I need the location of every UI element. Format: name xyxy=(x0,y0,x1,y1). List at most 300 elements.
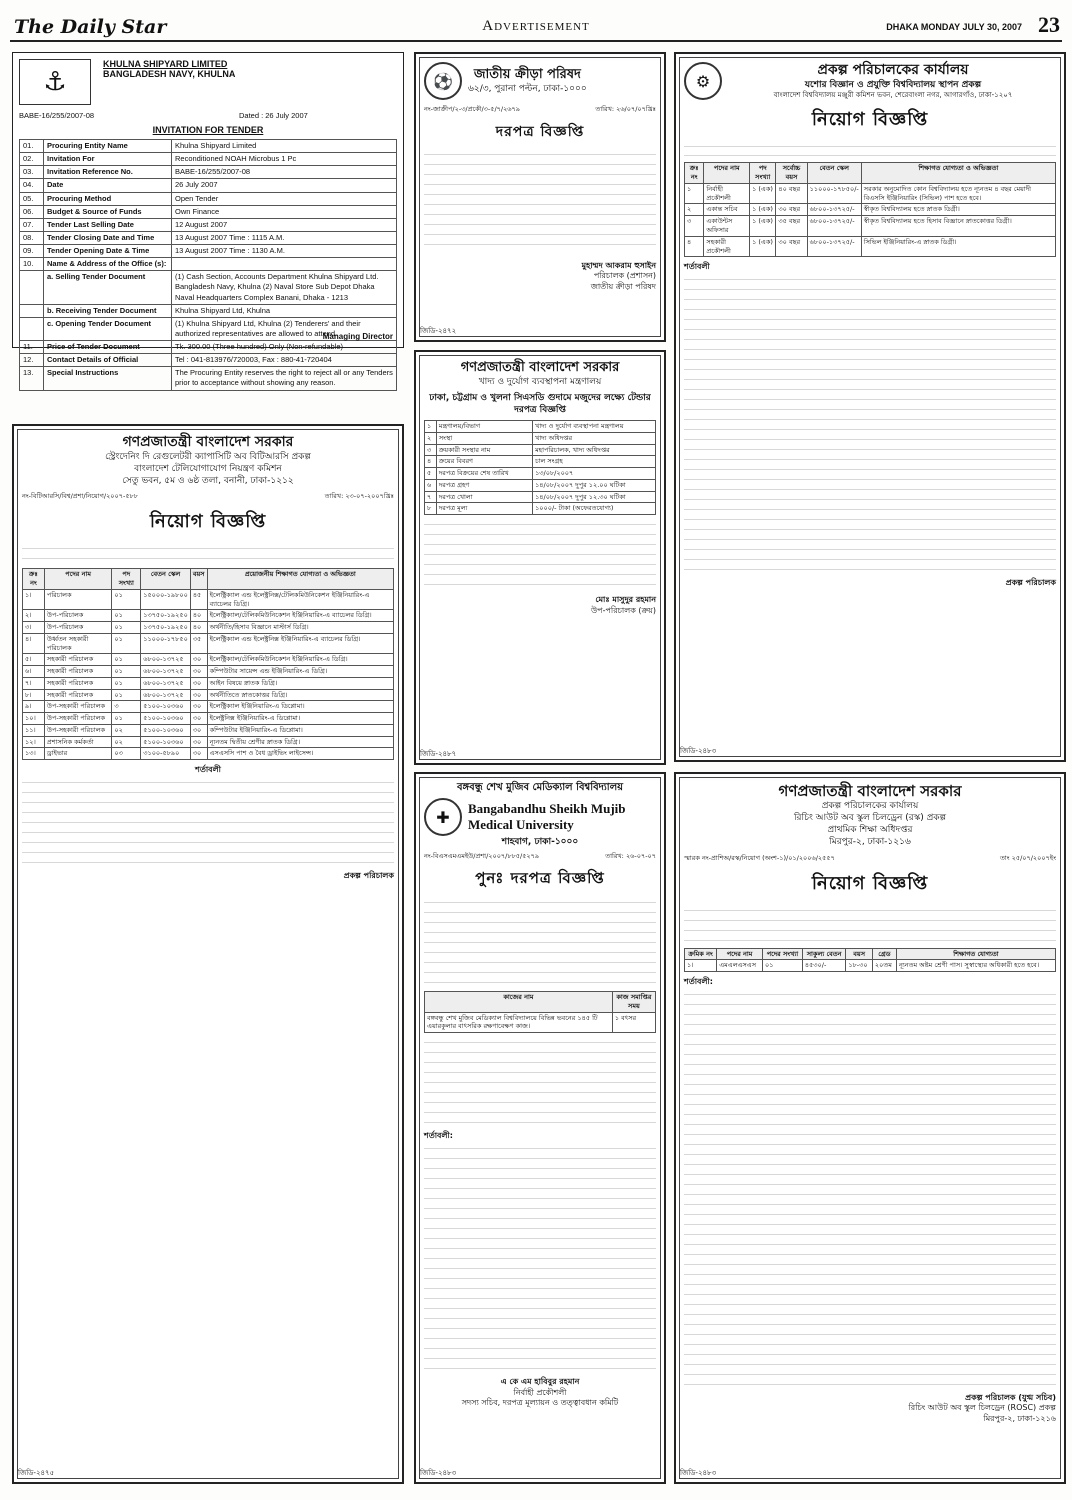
project-table xyxy=(684,162,1056,257)
project-sub1: যশোর বিজ্ঞান ও প্রযুক্তি বিশ্ববিদ্যালয় স্থাপন প্রকল্প xyxy=(804,79,982,90)
tender-cell: Budget & Source of Funds xyxy=(44,205,172,218)
project-col-header: পদ সংখ্যা xyxy=(750,163,776,184)
btrc-cell: অর্থনীতি/হিসাব বিজ্ঞানে মাস্টার্স ডিগ্রি। xyxy=(207,622,393,634)
project-cell: সহকারী প্রকৌশলী xyxy=(704,236,750,257)
btrc-cell: ৪। xyxy=(23,633,45,654)
btrc-col-header: বেতন স্কেল xyxy=(141,569,191,590)
tender-cell: (1) Khulna Shipyard Ltd, Khulna (2) Tenderers' and their authorized representatives are allowed to attend. xyxy=(172,317,397,340)
rosc-terms-title: শর্তাবলী: xyxy=(684,977,713,987)
bsmmu-tender-ad xyxy=(414,772,666,1484)
btrc-cell: কম্পিউটার সায়েন্স এন্ড ইঞ্জিনিয়ারিং-এ ডিগ্রি। xyxy=(207,666,393,678)
btrc-col-header: বয়স xyxy=(190,569,207,590)
food-row xyxy=(425,432,656,444)
rosc-sign1: প্রকল্প পরিচালক (যুগ্ম সচিব) xyxy=(965,1393,1056,1403)
tender-row xyxy=(20,218,397,231)
btrc-cell: উপ-সহকারী পরিচালক xyxy=(44,724,111,736)
project-cell: ৬৮০০-১৩৭২৫/- xyxy=(807,216,861,237)
tender-cell: 13 August 2007 Time : 1130 A.M. xyxy=(172,245,397,258)
project-cell: ১ xyxy=(685,183,704,204)
rosc-col-header: পদের নাম xyxy=(717,948,763,960)
btrc-cell: ০১ xyxy=(112,654,141,666)
tender-row xyxy=(20,354,397,367)
food-cell: ৩ xyxy=(425,444,437,456)
tender-row xyxy=(20,205,397,218)
masthead: The Daily Star xyxy=(14,16,167,38)
btrc-intro xyxy=(22,543,394,565)
food-table xyxy=(424,420,656,515)
btrc-cell: আইন বিষয়ে স্নাতক ডিগ্রি। xyxy=(207,677,393,689)
project-sub2: বাংলাদেশ বিশ্ববিদ্যালয় মঞ্জুরী কমিশন ভবন, শেরেবাংলা নগর, আগারগাঁও, ঢাকা-১২০৭ xyxy=(773,90,1013,99)
btrc-cell: সহকারী পরিচালক xyxy=(44,654,111,666)
food-cell: ৬ xyxy=(425,479,437,491)
food-cell: ৭ xyxy=(425,491,437,503)
btrc-cell: ৫১০০-১০৩৬০ xyxy=(141,736,191,748)
food-cell: ১৪/০৮/২০০৭ দুপুর ১২.০০ ঘটিকা xyxy=(533,479,656,491)
tender-cell: Invitation For xyxy=(44,153,172,166)
project-row xyxy=(685,183,1056,204)
food-cell: মন্ত্রণালয়/বিভাগ xyxy=(436,421,532,433)
btrc-sub1: স্ট্রেংদেনিং দি রেগুলেটরী ক্যাপাসিটি অব বিটিআরসি প্রকল্প xyxy=(105,451,311,462)
tender-cell: Khulna Shipyard Ltd, Khulna xyxy=(172,304,397,317)
food-heading: ঢাকা, চট্টগ্রাম ও খুলনা সিএসডি গুদামে মজুদের লক্ষ্যে টেন্ডার দরপত্র বিজ্ঞপ্তি xyxy=(429,392,651,415)
btrc-row xyxy=(23,633,394,654)
tender-row xyxy=(20,179,397,192)
btrc-row xyxy=(23,689,394,701)
btrc-row xyxy=(23,610,394,622)
tender-cell: Invitation Reference No. xyxy=(44,166,172,179)
tender-cell: Tender Opening Date & Time xyxy=(44,245,172,258)
bsmmu-sign-name: এ কে এম হাবিবুর রহমান xyxy=(500,1377,580,1387)
tender-cell: 04. xyxy=(20,179,44,192)
project-office: প্রকল্প পরিচালকের কার্যালয় xyxy=(817,62,969,78)
project-cell: একাউন্টস অফিসার xyxy=(704,216,750,237)
btrc-cell: ০৩ xyxy=(112,748,141,760)
project-terms-body xyxy=(684,274,1056,574)
tender-ref: BABE-16/255/2007-08 xyxy=(19,111,95,120)
tender-row xyxy=(20,367,397,390)
tender-row xyxy=(20,140,397,153)
btrc-sub2: বাংলাদেশ টেলিযোগাযোগ নিয়ন্ত্রণ কমিশন xyxy=(134,463,282,474)
btrc-cell: ইলেক্ট্রিক্যাল/টেলিকমিউনিকেশন ইঞ্জিনিয়ারিং-এ ডিগ্রি। xyxy=(207,654,393,666)
btrc-cell: ৩। xyxy=(23,622,45,634)
btrc-row xyxy=(23,622,394,634)
btrc-cell: ৬৮০০-১৩৭২৫ xyxy=(141,654,191,666)
btrc-date: তারিখ: ২৩-০৭-২০০৭খ্রিঃ xyxy=(324,492,394,501)
project-cell: ১ (এক) xyxy=(750,236,776,257)
page-number: 23 xyxy=(1038,12,1060,37)
tender-cell: 06. xyxy=(20,205,44,218)
project-cell: নির্বাহী প্রকৌশলী xyxy=(704,183,750,204)
btrc-cell: ৩০ xyxy=(190,713,207,725)
tender-cell: 02. xyxy=(20,153,44,166)
tender-cell xyxy=(20,271,44,304)
tender-cell: The Procuring Entity reserves the right to reject all or any Tenders prior to acceptance without showing any reason. xyxy=(172,367,397,390)
food-row xyxy=(425,479,656,491)
tender-cell: Own Finance xyxy=(172,205,397,218)
btrc-table xyxy=(22,568,394,760)
btrc-cell: ১১। xyxy=(23,724,45,736)
btrc-cell: উপ-পরিচালক xyxy=(44,622,111,634)
rosc-cell: ১। xyxy=(685,960,717,972)
tender-cell: 13. xyxy=(20,367,44,390)
tender-cell: 12. xyxy=(20,354,44,367)
tender-cell: BABE-16/255/2007-08 xyxy=(172,166,397,179)
project-header-row xyxy=(685,163,1056,184)
rosc-table xyxy=(684,948,1056,973)
company-name: KHULNA SHIPYARD LIMITED xyxy=(103,59,228,69)
food-cell: ক্রয়কারী সংস্থার নাম xyxy=(436,444,532,456)
btrc-cell: ৭। xyxy=(23,677,45,689)
tender-cell: 11. xyxy=(20,341,44,354)
btrc-cell: ন্যূনতম দ্বিতীয় শ্রেণীর স্নাতক ডিগ্রি। xyxy=(207,736,393,748)
tender-cell: Open Tender xyxy=(172,192,397,205)
btrc-recruitment-ad xyxy=(12,424,404,1484)
sports-date: তারিখ: ২৬/০৭/০৭খ্রিঃ xyxy=(595,105,656,113)
bsmmu-work-col2: কাজ সমাপ্তির সময় xyxy=(612,992,655,1013)
btrc-cell: সহকারী পরিচালক xyxy=(44,677,111,689)
food-cell: খাদ্য অধিদপ্তর xyxy=(533,432,656,444)
project-cell: একান্ত সচিব xyxy=(704,204,750,216)
project-col-header: শিক্ষাগত যোগ্যতা ও অভিজ্ঞতা xyxy=(861,163,1055,184)
btrc-cell: ৬৮০০-১৩৭২৫ xyxy=(141,677,191,689)
rosc-header-row xyxy=(685,948,1056,960)
food-tender-ad xyxy=(414,350,666,765)
project-terms-title: শর্তাবলী xyxy=(684,262,710,272)
tender-cell: 12 August 2007 xyxy=(172,218,397,231)
khulna-shipyard-ad xyxy=(12,52,404,388)
food-row xyxy=(425,444,656,456)
btrc-cell: সহকারী পরিচালক xyxy=(44,666,111,678)
tender-cell: Price of Tender Document xyxy=(44,341,172,354)
tender-cell: b. Receiving Tender Document xyxy=(44,304,172,317)
btrc-cell: ইলেক্ট্রনিক্স ইঞ্জিনিয়ারিং-এ ডিপ্লোমা। xyxy=(207,713,393,725)
project-cell: ১ (এক) xyxy=(750,216,776,237)
sports-sign-org: জাতীয় ক্রীড়া পরিষদ xyxy=(590,281,656,291)
btrc-cell: ১১০০০-১৭৮৫০ xyxy=(141,633,191,654)
tender-row xyxy=(20,341,397,354)
btrc-cell: ৩০ xyxy=(190,701,207,713)
tender-cell: Khulna Shipyard Limited xyxy=(172,140,397,153)
bsmmu-intro xyxy=(424,897,656,987)
food-cell: দরপত্র মূল্য xyxy=(436,503,532,515)
tender-cell: 13 August 2007 Time : 1115 A.M. xyxy=(172,231,397,244)
btrc-cell: ১৩। xyxy=(23,748,45,760)
btrc-cell: ৬। xyxy=(23,666,45,678)
anchor-logo xyxy=(19,59,91,105)
btrc-cell: ০১ xyxy=(112,666,141,678)
rosc-col-header: গ্রেড xyxy=(872,948,896,960)
sports-council-ad xyxy=(414,52,666,342)
rosc-sign3: মিরপুর-২, ঢাকা-১২১৬ xyxy=(983,1413,1056,1423)
project-col-header: বেতন স্কেল xyxy=(807,163,861,184)
btrc-memo: নং-বিটিআরসি/বিশ্ব/প্রশা/নিয়োগ/২০০৭-৫৮৮ xyxy=(22,492,138,501)
btrc-row xyxy=(23,654,394,666)
project-cell: ১ (এক) xyxy=(750,183,776,204)
tender-cell: Tel : 041-813976/720003, Fax : 880-41-720404 xyxy=(172,354,397,367)
bsmmu-heading: পুনঃ দরপত্র বিজ্ঞপ্তি xyxy=(475,869,605,888)
btrc-cell: ৩০ xyxy=(190,736,207,748)
btrc-cell: পরিচালক xyxy=(44,589,111,610)
rosc-col-header: ক্রমিক নং xyxy=(685,948,717,960)
bsmmu-title-bn: বঙ্গবন্ধু শেখ মুজিব মেডিক্যাল বিশ্ববিদ্যালয় xyxy=(456,782,624,793)
rosc-heading: নিয়োগ বিজ্ঞপ্তি xyxy=(811,872,929,894)
sports-sign-name: মুহাম্মদ আকরাম হুসাইন xyxy=(581,261,656,270)
tender-cell: Name & Address of the Office (s): xyxy=(44,258,172,271)
btrc-row xyxy=(23,748,394,760)
btrc-cell: ইলেক্ট্রিক্যাল/টেলিকমিউনিকেশন ইঞ্জিনিয়ারিং-এ ব্যাচেলর ডিগ্রি। xyxy=(207,610,393,622)
tender-cell: Tender Closing Date and Time xyxy=(44,231,172,244)
tender-date: Dated : 26 July 2007 xyxy=(239,111,308,120)
food-cell: দরপত্র খোলা xyxy=(436,491,532,503)
btrc-cell: কম্পিউটার ইঞ্জিনিয়ারিং-এ ডিপ্লোমা। xyxy=(207,724,393,736)
tender-row xyxy=(20,258,397,271)
rosc-cell: ২০তম xyxy=(872,960,896,972)
tender-cell: 10. xyxy=(20,258,44,271)
bsmmu-code: জিডি-২৪৮৩ xyxy=(420,1469,457,1477)
btrc-code: জিডি-২৪৭৫ xyxy=(18,1469,55,1477)
rosc-intro xyxy=(684,905,1056,945)
project-cell: ২ xyxy=(685,204,704,216)
bsmmu-title-en1: Bangabandhu Sheikh Mujib xyxy=(468,801,626,816)
btrc-cell: উপ-সহকারী পরিচালক xyxy=(44,713,111,725)
btrc-cell: ১৫০০০-১৯৮০০ xyxy=(141,589,191,610)
btrc-cell: প্রশাসনিক কর্মকর্তা xyxy=(44,736,111,748)
btrc-cell: ৩০ xyxy=(190,748,207,760)
anchor-icon: ⚓ xyxy=(43,67,67,97)
rosc-cell: ০১ xyxy=(763,960,803,972)
sports-sign-title: পরিচালক (প্রশাসন) xyxy=(593,271,656,281)
btrc-cell: ০১ xyxy=(112,610,141,622)
btrc-cell: ইলেক্ট্রিক্যাল ইঞ্জিনিয়ারিং-এ ডিপ্লোমা। xyxy=(207,701,393,713)
btrc-cell: ৩১০০-৫৮৯০ xyxy=(141,748,191,760)
project-row xyxy=(685,204,1056,216)
food-cell: দরপত্র গ্রহণ xyxy=(436,479,532,491)
food-sign-name: মোঃ মাসুদুর রহমান xyxy=(595,595,656,605)
bsmmu-work-name: বঙ্গবন্ধু শেখ মুজিব মেডিক্যাল বিশ্ববিদ্যালয়ে বিভিন্ন ভবনের ১৪৫ টি এয়ারকুলার বাৎসরিক রক্ষণাবেক্ষণ কাজ। xyxy=(425,1012,613,1033)
project-heading: নিয়োগ বিজ্ঞপ্তি xyxy=(811,109,929,131)
food-code: জিডি-২৪৮৭ xyxy=(420,750,457,758)
tender-cell: Reconditioned NOAH Microbus 1 Pc xyxy=(172,153,397,166)
project-cell: ১১০০০-১৭৮৫০/- xyxy=(807,183,861,204)
btrc-cell: সহকারী পরিচালক xyxy=(44,689,111,701)
project-cell: স্বীকৃত বিশ্ববিদ্যালয় হতে স্নাতক ডিগ্রী। xyxy=(861,204,1055,216)
btrc-cell: ৫। xyxy=(23,654,45,666)
btrc-row xyxy=(23,677,394,689)
btrc-col-header: পদ সংখ্যা xyxy=(112,569,141,590)
project-cell: ৬৮০০-১৩৭২৫/- xyxy=(807,236,861,257)
btrc-cell: ১৩৭৫০-১৯২৫০ xyxy=(141,622,191,634)
tender-cell: 01. xyxy=(20,140,44,153)
food-cell: খাদ্য ও দুর্যোগ ব্যবস্থাপনা মন্ত্রণালয় xyxy=(533,421,656,433)
tender-cell: a. Selling Tender Document xyxy=(44,271,172,304)
rosc-terms-body xyxy=(684,989,1056,1389)
btrc-cell: ৬৮০০-১৩৭২৫ xyxy=(141,689,191,701)
project-cell: ৩০ বছর xyxy=(776,204,807,216)
rosc-recruitment-ad xyxy=(674,772,1066,1484)
btrc-cell: ০২ xyxy=(112,736,141,748)
btrc-cell: ৫১০০-১০৩৬০ xyxy=(141,701,191,713)
btrc-cell: এসএসসি পাশ ও বৈধ ড্রাইভিং লাইসেন্স। xyxy=(207,748,393,760)
rosc-sign2: রিচিং আউট অব স্কুল চিলড্রেন (ROSC) প্রকল্প xyxy=(908,1403,1056,1413)
btrc-header-row xyxy=(23,569,394,590)
tender-row xyxy=(20,271,397,304)
project-col-header: ক্রঃ নং xyxy=(685,163,704,184)
tender-cell: Contact Details of Official xyxy=(44,354,172,367)
tender-cell xyxy=(20,304,44,317)
bsmmu-schedule xyxy=(424,1037,656,1127)
btrc-sign: প্রকল্প পরিচালক xyxy=(343,871,394,881)
tender-cell: 26 July 2007 xyxy=(172,179,397,192)
project-row xyxy=(685,216,1056,237)
btrc-cell: ০১ xyxy=(112,633,141,654)
tender-cell: 05. xyxy=(20,192,44,205)
rosc-row xyxy=(685,960,1056,972)
rosc-sub1: প্রকল্প পরিচালকের কার্যালয় xyxy=(821,801,919,811)
food-title: গণপ্রজাতন্ত্রী বাংলাদেশ সরকার xyxy=(460,360,620,375)
sports-heading: দরপত্র বিজ্ঞপ্তি xyxy=(495,124,585,140)
food-cell: সংস্থা xyxy=(436,432,532,444)
project-intro xyxy=(684,141,1056,159)
project-sign: প্রকল্প পরিচালক xyxy=(1005,578,1056,588)
btrc-cell: ১৩৭৫০-১৯২৫০ xyxy=(141,610,191,622)
rosc-col-header: শিক্ষাগত যোগ্যতা xyxy=(896,948,1055,960)
sports-council-address: ৬২/৩, পুরানা পল্টন, ঢাকা-১০০০ xyxy=(468,83,587,94)
tender-cell: Date xyxy=(44,179,172,192)
food-row xyxy=(425,456,656,468)
rosc-title: গণপ্রজাতন্ত্রী বাংলাদেশ সরকার xyxy=(778,782,962,800)
sports-logo-icon: ⚽ xyxy=(424,62,462,100)
rosc-date: তাং ২৫/০৭/২০০৭ইং xyxy=(1000,853,1056,862)
project-cell: সিভিল ইঞ্জিনিয়ারিং-এ স্নাতক ডিগ্রী। xyxy=(861,236,1055,257)
project-cell: ৪ xyxy=(685,236,704,257)
rosc-col-header: পদের সংখ্যা xyxy=(763,948,803,960)
btrc-cell: ১। xyxy=(23,589,45,610)
btrc-cell: ৯। xyxy=(23,701,45,713)
btrc-cell: ০১ xyxy=(112,622,141,634)
rosc-col-header: বয়স xyxy=(846,948,873,960)
tender-row xyxy=(20,245,397,258)
food-notes xyxy=(424,519,656,589)
btrc-cell: ০১ xyxy=(112,589,141,610)
tender-cell xyxy=(20,317,44,340)
bsmmu-work-table xyxy=(424,991,656,1033)
tender-cell: Special Instructions xyxy=(44,367,172,390)
project-cell: ৩৫ বছর xyxy=(776,216,807,237)
food-row xyxy=(425,503,656,515)
food-cell: মহাপরিচালক, খাদ্য অধিদপ্তর xyxy=(533,444,656,456)
btrc-cell: ড্রাইভার xyxy=(44,748,111,760)
tender-row xyxy=(20,304,397,317)
btrc-heading: নিয়োগ বিজ্ঞপ্তি xyxy=(149,511,267,533)
food-cell: ১ xyxy=(425,421,437,433)
food-sub: খাদ্য ও দুর্যোগ ব্যবস্থাপনা মন্ত্রণালয় xyxy=(478,376,602,387)
food-cell: দরপত্র বিক্রয়ের শেষ তারিখ xyxy=(436,468,532,480)
bsmmu-terms-body xyxy=(424,1143,656,1373)
btrc-cell: ৪০ xyxy=(190,610,207,622)
tender-row xyxy=(20,166,397,179)
bsmmu-work-time: ১ বৎসর xyxy=(612,1012,655,1033)
btrc-cell: ইলেক্ট্রিক্যাল এন্ড ইলেক্ট্রনিক্স/টেলিকমিউনিকেশন ইঞ্জিনিয়ারিং-এ ব্যাচেলর ডিগ্রি। xyxy=(207,589,393,610)
btrc-cell: ৩০ xyxy=(190,654,207,666)
dateline: DHAKA MONDAY JULY 30, 2007 xyxy=(886,22,1022,32)
bsmmu-sign-title: নির্বাহী প্রকৌশলী xyxy=(513,1387,567,1397)
bsmmu-logo-icon: ✚ xyxy=(424,798,462,836)
tender-cell: Procuring Entity Name xyxy=(44,140,172,153)
btrc-cell: ৮। xyxy=(23,689,45,701)
btrc-cell: ২। xyxy=(23,610,45,622)
btrc-cell: ৩০ xyxy=(190,677,207,689)
company-subtitle: BANGLADESH NAVY, KHULNA xyxy=(103,69,236,79)
btrc-col-header: প্রয়োজনীয় শিক্ষাগত যোগ্যতা ও অভিজ্ঞতা xyxy=(207,569,393,590)
tender-cell: Tender Last Selling Date xyxy=(44,218,172,231)
btrc-cell: ০১ xyxy=(112,713,141,725)
btrc-col-header: পদের নাম xyxy=(44,569,111,590)
rosc-cell: ৪৫৩০/- xyxy=(802,960,846,972)
tender-cell: 03. xyxy=(20,166,44,179)
tender-cell: Procuring Method xyxy=(44,192,172,205)
project-cell: ৩ xyxy=(685,216,704,237)
btrc-title: গণপ্রজাতন্ত্রী বাংলাদেশ সরকার xyxy=(122,434,294,450)
btrc-cell: ৫১০০-১০৩৬০ xyxy=(141,713,191,725)
btrc-cell: উপ-পরিচালক xyxy=(44,610,111,622)
btrc-cell: উপ-সহকারী পরিচালক xyxy=(44,701,111,713)
btrc-cell: অর্থনীতিতে স্নাতকোত্তর ডিগ্রি। xyxy=(207,689,393,701)
just-project-ad xyxy=(674,52,1066,762)
btrc-row xyxy=(23,736,394,748)
food-cell: ৫ xyxy=(425,468,437,480)
rosc-cell: এমএলএসএস xyxy=(717,960,763,972)
btrc-cell: ৩০ xyxy=(190,724,207,736)
project-cell: ১ (এক) xyxy=(750,204,776,216)
btrc-row xyxy=(23,713,394,725)
btrc-cell: ১০। xyxy=(23,713,45,725)
food-row xyxy=(425,468,656,480)
btrc-cell: ৫১০০-১০৩৬০ xyxy=(141,724,191,736)
tender-cell: 08. xyxy=(20,231,44,244)
sports-code: জিডি-২৪৭২ xyxy=(420,327,457,335)
project-col-header: পদের নাম xyxy=(704,163,750,184)
section-name: Advertisement xyxy=(482,18,590,34)
food-cell: ১০০০/- টাকা (অফেরতযোগ্য) xyxy=(533,503,656,515)
tender-row xyxy=(20,192,397,205)
food-cell: ২ xyxy=(425,432,437,444)
tender-cell: (1) Cash Section, Accounts Department Khulna Shipyard Ltd. Bangladesh Navy, Khulna (2) Naval Store Sub Depot Dhaka Naval Headquarters Complex Banani, Dhaka - 1213 xyxy=(172,271,397,304)
rosc-cell: ন্যূনতম অষ্টম শ্রেণী পাস। সুস্বাস্থ্যের অধিকারী হতে হবে। xyxy=(896,960,1055,972)
food-row xyxy=(425,421,656,433)
tender-cell: Tk. 300.00 (Three hundred) Only (Non-refundable) xyxy=(172,341,397,354)
bsmmu-work-col1: কাজের নাম xyxy=(425,992,613,1013)
rosc-cell: ১৮-৩০ xyxy=(846,960,873,972)
rosc-sub2: রিচিং আউট অব স্কুল চিলড্রেন (রস্ক) প্রকল্প xyxy=(793,813,947,824)
btrc-cell: ৪৫ xyxy=(190,589,207,610)
btrc-row xyxy=(23,724,394,736)
food-cell: চাল সংগ্রহ xyxy=(533,456,656,468)
btrc-cell: ৩০ xyxy=(190,689,207,701)
btrc-cell: ০১ xyxy=(112,689,141,701)
project-cell: সরকার অনুমোদিত কোন বিশ্ববিদ্যালয় হতে ন্যূনতম ৪ বছর মেয়াদী বিএসসি ইঞ্জিনিয়ারিং (সিভিল) পাশ হতে হবে। xyxy=(861,183,1055,204)
project-code: জিডি-২৪৮৩ xyxy=(680,747,717,755)
bsmmu-terms-title: শর্তাবলী: xyxy=(424,1131,453,1141)
tender-row xyxy=(20,153,397,166)
food-cell: ৪ xyxy=(425,456,437,468)
btrc-cell: ৩ xyxy=(112,701,141,713)
btrc-cell: ১২। xyxy=(23,736,45,748)
food-row xyxy=(425,491,656,503)
project-col-header: সর্বোচ্চ বয়স xyxy=(776,163,807,184)
managing-director-sign: Managing Director xyxy=(322,332,393,341)
bsmmu-date: তারিখ: ২৬-০৭-০৭ xyxy=(605,852,656,861)
btrc-cell: ০১ xyxy=(112,677,141,689)
